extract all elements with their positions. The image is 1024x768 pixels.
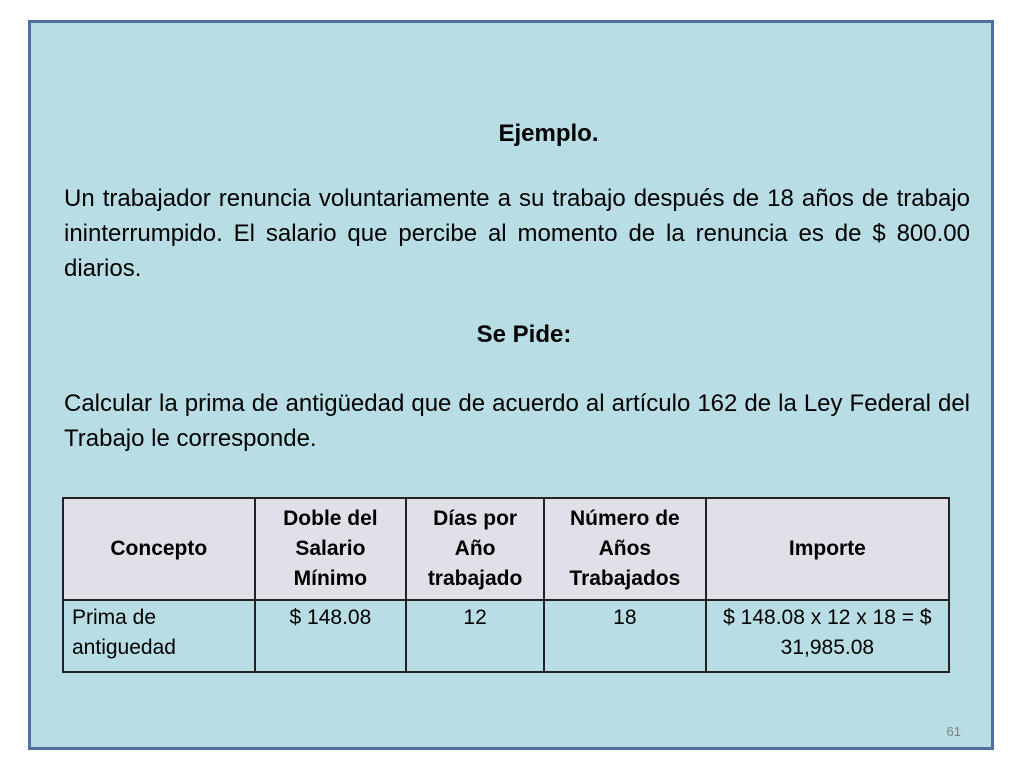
calculation-table xyxy=(62,497,950,673)
header-doble-salario: Doble del Salario Mínimo xyxy=(255,498,407,600)
cell-importe: $ 148.08 x 12 x 18 = $ 31,985.08 xyxy=(706,600,949,672)
header-concepto: Concepto xyxy=(63,498,255,600)
header-dias: Días por Año trabajado xyxy=(406,498,544,600)
page-number: 61 xyxy=(946,724,961,739)
header-importe: Importe xyxy=(706,498,949,600)
problem-statement: Un trabajador renuncia voluntariamente a su trabajo después de 18 años de trabajo ininterrumpido. El salario que percibe al momento de la renuncia es de $ 800.00 diarios. xyxy=(64,185,970,282)
cell-doble-salario: $ 148.08 xyxy=(255,600,407,672)
task-statement: Calcular la prima de antigüedad que de acuerdo al artículo 162 de la Ley Federal del Trabajo le corresponde. xyxy=(64,390,970,452)
cell-anios: 18 xyxy=(544,600,706,672)
table-header-row xyxy=(63,498,949,600)
header-anios: Número de Años Trabajados xyxy=(544,498,706,600)
cell-concepto: Prima de antiguedad xyxy=(63,600,255,672)
slide-subtitle: Se Pide: xyxy=(476,321,572,348)
table-row xyxy=(63,600,949,672)
slide xyxy=(28,20,994,750)
slide-title: Ejemplo. xyxy=(498,120,599,147)
cell-dias: 12 xyxy=(406,600,544,672)
